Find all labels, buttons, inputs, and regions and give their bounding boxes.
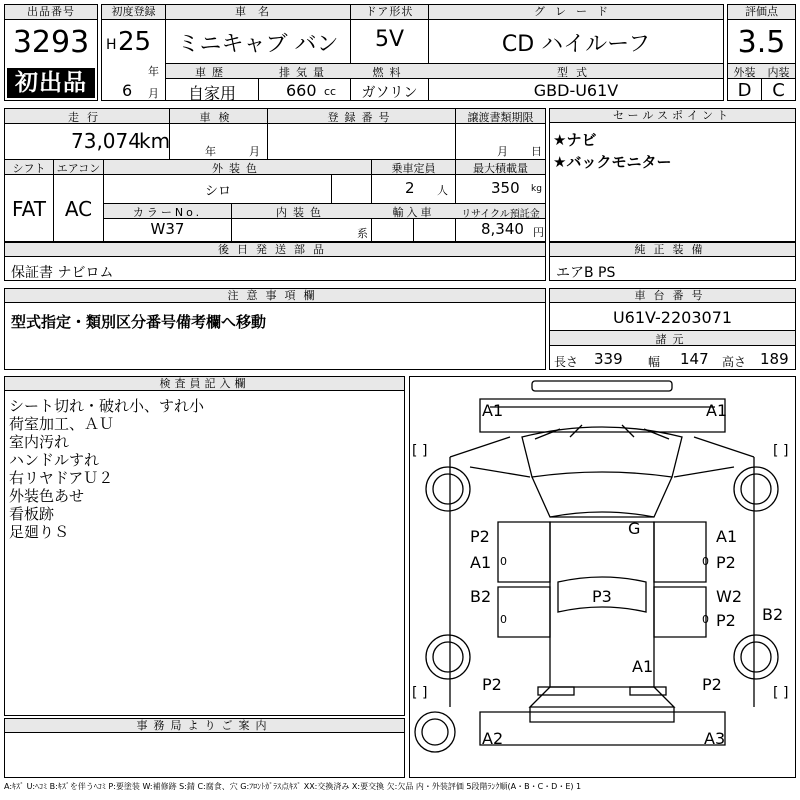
transfer-day-unit: 日: [531, 145, 542, 158]
ac: AC: [64, 197, 93, 221]
first-reg-label: 初度登録: [102, 5, 165, 20]
reg-no-label: 登録番号: [327, 111, 396, 124]
car-name-label: 車名: [166, 5, 350, 20]
mark-p2-left-rear: P2: [482, 675, 502, 694]
history: 自家用: [187, 84, 236, 103]
notes: 型式指定・類別区分番号備考欄へ移動: [11, 313, 267, 331]
import-label: 輸入車: [392, 206, 435, 219]
inspector-line-4: ハンドルすれ: [9, 451, 100, 469]
length: 339: [594, 350, 623, 368]
svg-text:]: ]: [783, 685, 789, 701]
capacity-label: 乗車定員: [391, 162, 436, 175]
door-type: 5V: [374, 27, 405, 52]
mileage-unit: km: [139, 129, 171, 153]
door-label: ドア形状: [351, 5, 428, 20]
delivery-label: 後日発送部品: [5, 243, 545, 257]
inspector-line-7: 看板跡: [9, 505, 55, 523]
score-label: 評価点: [728, 5, 795, 20]
equipment-label: 純正装備: [550, 243, 795, 257]
displacement-unit: cc: [324, 85, 337, 98]
dims-label: 諸元: [655, 333, 690, 346]
mark-b2-left-rear-door: B2: [470, 587, 492, 606]
car-name: ミニキャブ バン: [177, 32, 339, 57]
office-label: 事務局よりご案内: [5, 719, 404, 733]
color-no-label: カラーNo.: [132, 206, 203, 219]
legend: A:ｷｽﾞ U:ﾍｺﾐ B:ｷｽﾞを伴うﾍｺﾐ P:要塗装 W:補修跡 S:錆 C:腐食、穴 G:ﾌﾛﾝﾄｶﾞﾗｽ点ｷｽﾞ XX:交換済み X:要交換 欠:欠品 内・外装評価 5段階ﾗﾝｸ順(A・B・C・D・E) 1: [4, 782, 582, 791]
inspector-label: 検査員記入欄: [5, 377, 404, 391]
inspection-month-unit: 月: [249, 145, 260, 158]
shift: FAT: [11, 197, 46, 221]
mark-a1-rear-roof: A1: [632, 657, 654, 676]
max-load: 350: [491, 179, 520, 197]
main-info-box: [101, 4, 724, 101]
specs-box: [4, 108, 546, 242]
ext-color: シロ: [204, 184, 231, 199]
mark-a1-front-left: A1: [482, 401, 504, 420]
length-label: 長さ: [554, 355, 579, 369]
width-label: 幅: [648, 355, 661, 369]
grade: CD ハイルーフ: [501, 32, 651, 57]
inspector-line-5: 右リヤドアＵ２: [9, 469, 114, 487]
exterior-grade: D: [737, 80, 752, 101]
height-label: 高さ: [722, 355, 747, 369]
reg-month: 6: [122, 81, 133, 100]
equipment-box: [549, 242, 796, 281]
reg-month-unit: 月: [148, 87, 159, 100]
mark-a2-rear-left: A2: [482, 729, 504, 748]
inspector-line-1: シート切れ・破れ小、すれ小: [9, 397, 205, 415]
capacity: 2: [405, 179, 415, 197]
ac-label: エアコン: [56, 162, 101, 175]
mark-w2-right-rear-door: W2: [716, 587, 742, 606]
model-label: 型式: [557, 66, 595, 79]
sales-points-box: [549, 108, 796, 242]
grade-label: グレード: [429, 5, 723, 20]
mark-p2-right-rear-door: P2: [716, 611, 736, 630]
mark-p2-right-rear: P2: [702, 675, 722, 694]
inspector-box: [4, 376, 405, 716]
svg-text:[: [: [412, 685, 418, 701]
mark-a1-right-front-door: A1: [716, 527, 738, 546]
model: GBD-U61V: [533, 81, 619, 100]
recycle-unit: 円: [533, 226, 544, 239]
delivery-box: [4, 242, 546, 281]
svg-text:]: ]: [783, 443, 789, 459]
mark-p2-right-front-door: P2: [716, 553, 736, 572]
width: 147: [680, 350, 709, 368]
interior-grade: C: [772, 80, 785, 101]
int-color-suffix: 系: [357, 227, 368, 240]
mark-zero-2: 0: [702, 555, 709, 568]
max-load-label: 最大積載量: [473, 162, 528, 175]
mileage: 73,074: [71, 129, 141, 153]
reg-year: 25: [118, 27, 152, 57]
transfer-label: 譲渡書類期限: [467, 111, 534, 124]
mark-zero-4: 0: [702, 613, 709, 626]
ext-color-label: 外装色: [212, 162, 263, 175]
inspection-year-unit: 年: [205, 145, 216, 158]
interior-label: 内装: [767, 66, 790, 79]
inspector-line-6: 外装色あせ: [9, 487, 85, 505]
transfer-month-unit: 月: [497, 145, 508, 158]
chassis-box: [549, 288, 796, 370]
int-color-label: 内装色: [276, 206, 327, 219]
history-label: 車歴: [195, 66, 229, 79]
equipment: エアB PS: [556, 265, 616, 281]
lot-label: 出品番号: [5, 5, 97, 20]
exterior-label: 外装: [733, 66, 756, 79]
notes-label: 注意事項欄: [5, 289, 545, 303]
color-no: W37: [150, 220, 185, 238]
mark-a3-rear-right: A3: [704, 729, 726, 748]
mark-zero-1: 0: [500, 555, 507, 568]
capacity-unit: 人: [437, 184, 448, 197]
delivery-parts: 保証書 ナビロム: [11, 265, 114, 281]
svg-text:[: [: [773, 443, 779, 459]
mark-p3-roof: P3: [592, 587, 612, 606]
mark-zero-3: 0: [500, 613, 507, 626]
lot-box: [4, 4, 98, 101]
mark-g-windshield: G: [628, 519, 641, 538]
car-outline-diagram: [410, 377, 795, 777]
office-box: [4, 718, 405, 778]
first-sale-badge: 初出品: [7, 68, 95, 98]
reg-year-unit: 年: [148, 65, 159, 78]
fuel-label: 燃料: [372, 66, 407, 79]
fuel: ガソリン: [361, 85, 418, 101]
score-box: [727, 4, 796, 101]
mark-b2-right-side: B2: [762, 605, 784, 624]
mark-a1-left-front-door: A1: [470, 553, 492, 572]
svg-text:]: ]: [422, 685, 428, 701]
car-diagram: [409, 376, 796, 778]
svg-text:[: [: [773, 685, 779, 701]
svg-text:]: ]: [422, 443, 428, 459]
displacement-label: 排気量: [279, 66, 330, 79]
era: H: [106, 37, 117, 53]
shift-label: シフト: [12, 162, 46, 175]
displacement: 660: [286, 81, 317, 100]
recycle-label: リサイクル預託金: [461, 209, 540, 220]
height: 189: [760, 350, 789, 368]
inspector-line-2: 荷室加工、ＡＵ: [9, 415, 115, 433]
max-load-unit: kg: [531, 184, 542, 194]
lot-number: 3293: [12, 25, 90, 60]
sales-point-1: ★ナビ: [553, 131, 597, 149]
mark-a1-front-right: A1: [706, 401, 728, 420]
chassis-label: 車台番号: [550, 289, 795, 303]
recycle: 8,340: [481, 220, 524, 238]
inspector-line-8: 足廻りＳ: [9, 523, 70, 541]
sales-point-2: ★バックモニター: [553, 153, 672, 171]
notes-box: [4, 288, 546, 370]
mileage-label: 走行: [68, 111, 106, 124]
sales-points-label: セールスポイント: [550, 109, 795, 123]
inspection-label: 車検: [199, 111, 238, 124]
mark-p2-left-front-door: P2: [470, 527, 490, 546]
inspector-line-3: 室内汚れ: [9, 433, 70, 451]
chassis-number: U61V-2203071: [612, 308, 733, 327]
score: 3.5: [737, 25, 786, 60]
svg-text:[: [: [412, 443, 418, 459]
